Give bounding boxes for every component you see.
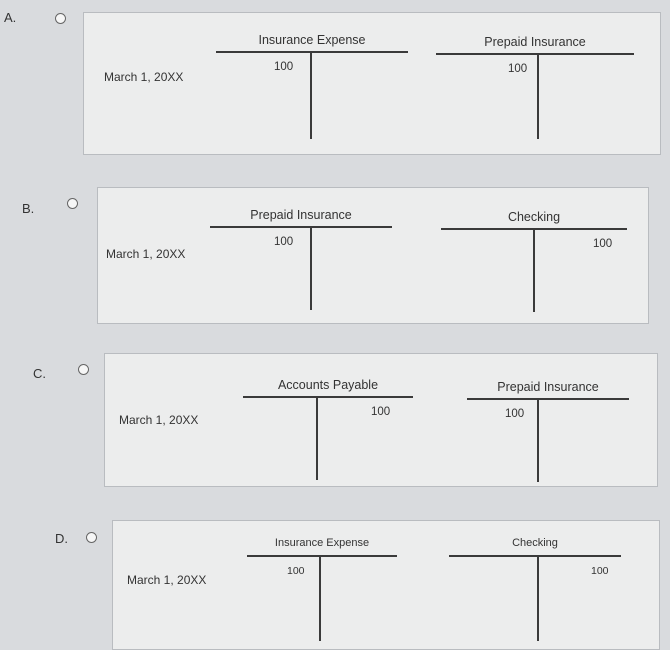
option-letter: B.: [22, 201, 35, 216]
t-account-top-line: [243, 396, 413, 398]
journal-entry-panel: [104, 353, 658, 487]
credit-amount: 100: [591, 565, 609, 577]
t-account-top-line: [449, 555, 621, 557]
t-account-title: Insurance Expense: [274, 537, 370, 549]
journal-entry-panel: [112, 520, 660, 650]
answer-option-b[interactable]: [0, 170, 670, 340]
t-account-title: Prepaid Insurance: [250, 208, 352, 222]
t-account-top-line: [210, 226, 392, 228]
t-account-center-line: [319, 555, 321, 641]
t-account-title: Checking: [507, 210, 561, 224]
t-account-debit-side: [243, 378, 413, 478]
t-account-center-line: [537, 398, 539, 482]
debit-amount: 100: [274, 236, 294, 248]
entry-date: March 1, 20XX: [119, 413, 199, 427]
t-account-center-line: [533, 228, 535, 312]
answer-option-c[interactable]: [0, 340, 670, 500]
t-account-debit-side: [247, 537, 397, 637]
t-account-title: Prepaid Insurance: [484, 35, 586, 49]
radio-button-d[interactable]: [86, 532, 97, 543]
journal-entry-panel: [97, 187, 649, 324]
t-account-title: Accounts Payable: [277, 378, 379, 392]
option-letter: A.: [4, 10, 17, 25]
credit-amount: 100: [371, 406, 391, 418]
radio-button-c[interactable]: [78, 364, 89, 375]
debit-amount: 100: [508, 63, 528, 75]
option-letter: D.: [55, 531, 68, 546]
entry-date: March 1, 20XX: [127, 573, 207, 587]
t-account-debit-side: [216, 33, 408, 143]
entry-date: March 1, 20XX: [106, 247, 186, 261]
t-account-top-line: [467, 398, 629, 400]
t-account-credit-side: [436, 35, 634, 145]
t-account-center-line: [310, 226, 312, 310]
t-account-center-line: [310, 51, 312, 139]
t-account-top-line: [216, 51, 408, 53]
t-account-center-line: [537, 53, 539, 139]
journal-entry-panel: [83, 12, 661, 155]
t-account-title: Checking: [512, 537, 558, 549]
t-account-top-line: [247, 555, 397, 557]
radio-button-b[interactable]: [67, 198, 78, 209]
t-account-credit-side: [449, 537, 621, 637]
t-account-title: Insurance Expense: [258, 33, 366, 47]
t-account-top-line: [436, 53, 634, 55]
t-account-credit-side: [441, 210, 627, 320]
debit-amount: 100: [505, 408, 525, 420]
t-account-credit-side: [467, 380, 629, 480]
t-account-center-line: [537, 555, 539, 641]
credit-amount: 100: [593, 238, 613, 250]
entry-date: March 1, 20XX: [104, 70, 184, 84]
answer-option-d[interactable]: [0, 500, 670, 645]
t-account-debit-side: [210, 208, 392, 318]
debit-amount: 100: [287, 565, 305, 577]
radio-button-a[interactable]: [55, 13, 66, 24]
t-account-center-line: [316, 396, 318, 480]
t-account-title: Prepaid Insurance: [497, 380, 599, 394]
option-letter: C.: [33, 366, 46, 381]
debit-amount: 100: [274, 61, 294, 73]
answer-option-a[interactable]: [0, 0, 670, 170]
